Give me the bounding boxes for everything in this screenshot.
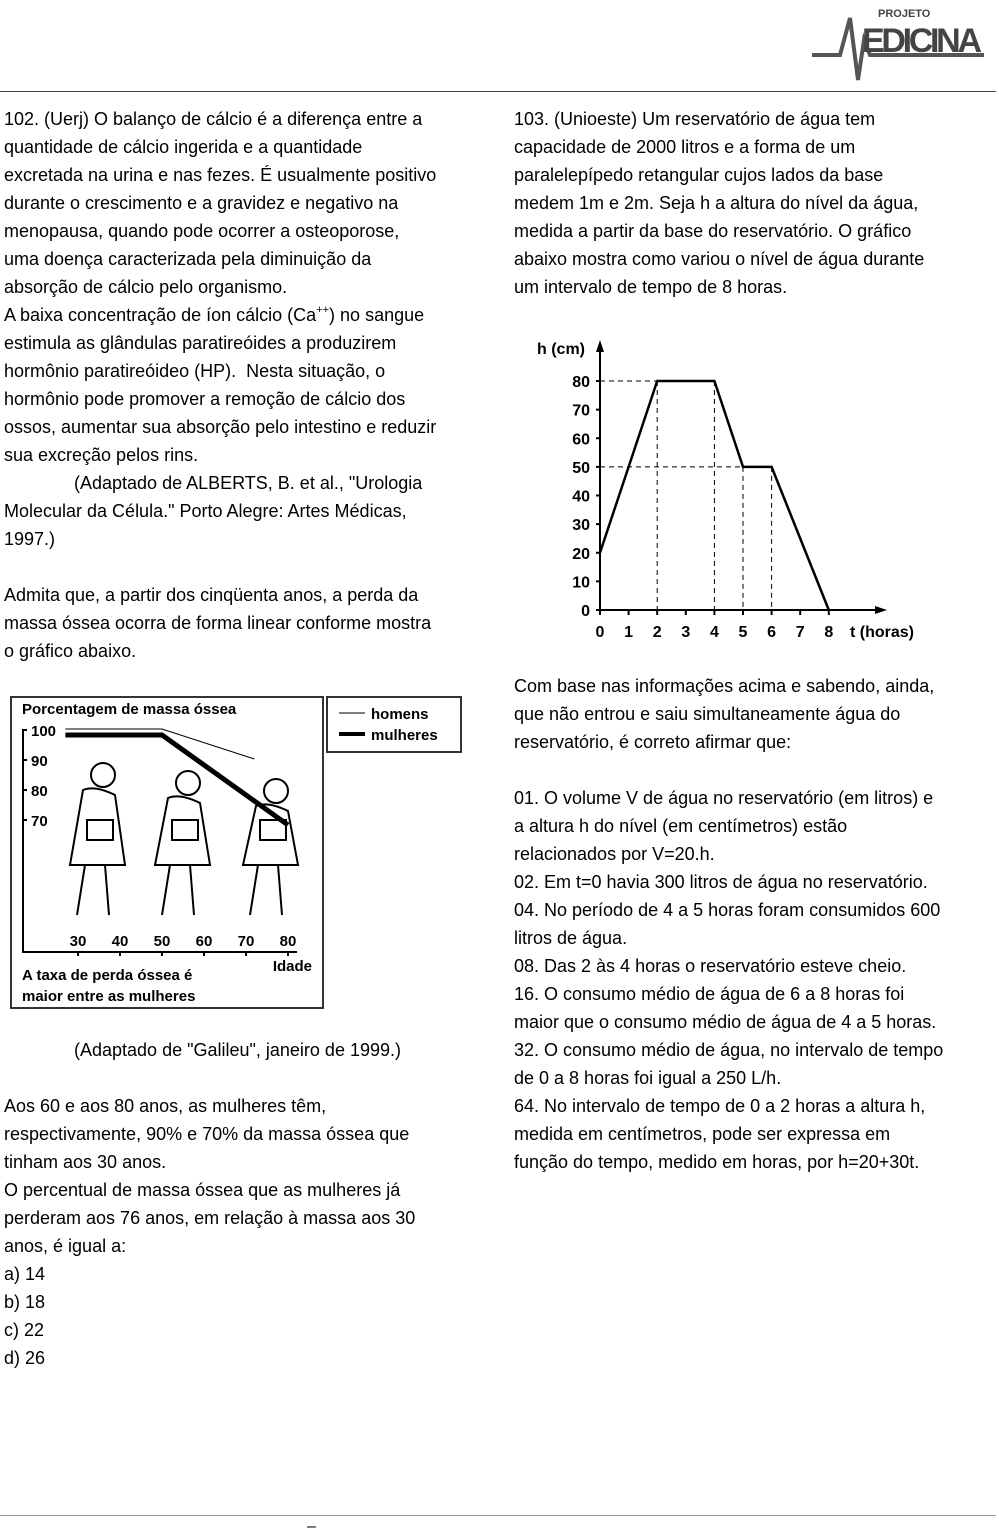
question-102-continued — [4, 1036, 415, 1372]
text-line: abaixo mostra como variou o nível de água durante — [514, 249, 925, 269]
y-tick-label: 60 — [572, 431, 590, 449]
x-tick-label: 3 — [681, 624, 691, 641]
text-line: hormônio pode promover a remoção de cálcio dos — [4, 389, 406, 409]
statement-line: 16. O consumo médio de água de 6 a 8 horas foi — [514, 984, 905, 1004]
statement-line: 32. O consumo médio de água, no intervalo de tempo — [514, 1040, 944, 1060]
y-tick-label: 80 — [572, 374, 590, 391]
footer-divider — [0, 1515, 996, 1516]
x-tick-label: 30 — [69, 933, 87, 950]
y-tick-label: 10 — [572, 574, 590, 592]
y-tick-label: 100 — [31, 723, 57, 740]
x-tick-label: 50 — [153, 933, 171, 950]
text-line: sua excreção pelos rins. — [4, 445, 199, 465]
statement-line: litros de água. — [514, 928, 628, 948]
statement-line: 02. Em t=0 havia 300 litros de água no reservatório. — [514, 872, 928, 892]
legend-label: mulheres — [371, 727, 438, 744]
y-tick-label: 70 — [31, 813, 48, 830]
x-axis-arrow-icon — [875, 606, 887, 614]
text-line: durante o crescimento e a gravidez e negativo na — [4, 193, 399, 213]
y-tick-label: 0 — [581, 603, 590, 620]
text-line: capacidade de 2000 litros e a forma de um — [514, 137, 856, 157]
text-line: excretada na urina e nas fezes. É usualmente positivo — [4, 165, 437, 185]
y-tick-label: 40 — [572, 488, 590, 506]
x-tick-label: 70 — [237, 933, 255, 950]
text-line: estimula as glândulas paratireóides a produzirem — [4, 333, 397, 353]
text-line: respectivamente, 90% e 70% da massa óssea que — [4, 1124, 410, 1144]
text-line: O percentual de massa óssea que as mulheres já — [4, 1180, 401, 1200]
statement-line: a altura h do nível (em centímetros) estão — [514, 816, 848, 836]
figure-caption: (Adaptado de "Galileu", janeiro de 1999.) — [74, 1040, 401, 1060]
header-divider — [0, 91, 996, 92]
chart-note: maior entre as mulheres — [22, 988, 196, 1005]
bone-mass-chart — [0, 690, 470, 1020]
text-line: anos, é igual a: — [4, 1236, 127, 1256]
y-tick-label: 90 — [31, 753, 48, 770]
x-tick-label: 7 — [795, 624, 805, 641]
answer-option-c: c) 22 — [4, 1320, 45, 1340]
woman-figure-icon — [155, 771, 210, 915]
text-fragment: ) no sangue — [329, 305, 425, 325]
answer-option-a: a) 14 — [4, 1264, 46, 1284]
svg-text:EDICINA: EDICINA — [862, 22, 982, 60]
question-102 — [4, 105, 436, 665]
chart-note: A taxa de perda óssea é — [22, 967, 193, 984]
x-tick-label: 6 — [767, 624, 777, 641]
y-tick-label: 30 — [572, 517, 590, 535]
statement-line: 04. No período de 4 a 5 horas foram consumidos 600 — [514, 900, 941, 920]
text-line: massa óssea ocorra de forma linear conforme mostra — [4, 613, 432, 633]
statement-line: relacionados por V=20.h. — [514, 844, 715, 864]
chart-title: Porcentagem de massa óssea — [22, 701, 237, 718]
page-mark: – — [307, 1518, 316, 1535]
woman-figure-icon — [70, 763, 125, 915]
answer-option-d: d) 26 — [4, 1348, 46, 1368]
text-line: absorção de cálcio pelo organismo. — [4, 277, 288, 297]
x-tick-label: 40 — [111, 933, 129, 950]
text-line: ossos, aumentar sua absorção pelo intestino e reduzir — [4, 417, 437, 437]
y-tick-label: 80 — [31, 783, 48, 800]
statement-line: 01. O volume V de água no reservatório (em litros) e — [514, 788, 934, 808]
text-fragment: A baixa concentração de íon cálcio (Ca — [4, 305, 317, 325]
text-line: quantidade de cálcio ingerida e a quantidade — [4, 137, 363, 157]
source-citation: 1997.) — [4, 529, 56, 549]
source-citation: (Adaptado de ALBERTS, B. et al., "Urologia — [74, 473, 423, 493]
svg-text:PROJETO: PROJETO — [878, 8, 931, 20]
text-line: paralelepípedo retangular cujos lados da base — [514, 165, 884, 185]
y-tick-label: 70 — [572, 402, 590, 420]
text-line: um intervalo de tempo de 8 horas. — [514, 277, 788, 297]
x-tick-label: 60 — [195, 933, 213, 950]
question-103 — [514, 105, 924, 301]
text-line: reservatório, é correto afirmar que: — [514, 732, 792, 752]
x-tick-label: 8 — [824, 624, 834, 641]
x-tick-label: 4 — [709, 624, 719, 641]
text-line: 103. (Unioeste) Um reservatório de água tem — [514, 109, 876, 129]
text-line: Aos 60 e aos 80 anos, as mulheres têm, — [4, 1096, 327, 1116]
y-axis-label: h (cm) — [537, 341, 585, 358]
legend-label: homens — [371, 706, 429, 723]
text-line: medida a partir da base do reservatório. O gráfico — [514, 221, 912, 241]
x-tick-label: 5 — [738, 624, 748, 641]
question-103-continued — [514, 672, 943, 1176]
projeto-medicina-logo — [812, 0, 992, 86]
x-tick-label: 0 — [595, 624, 605, 641]
text-line: Com base nas informações acima e sabendo, ainda, — [514, 676, 935, 696]
y-axis-arrow-icon — [596, 340, 604, 352]
text-line: tinham aos 30 anos. — [4, 1152, 167, 1172]
statement-line: função do tempo, medido em horas, por h=20+30t. — [514, 1152, 920, 1172]
text-line: 102. (Uerj) O balanço de cálcio é a diferença entre a — [4, 109, 423, 129]
blank-line — [4, 553, 436, 581]
text-line: uma doença caracterizada pela diminuição da — [4, 249, 372, 269]
water-level-chart — [520, 330, 940, 650]
x-axis-label: Idade — [272, 958, 312, 975]
y-tick-label: 20 — [572, 545, 590, 563]
answer-option-b: b) 18 — [4, 1292, 46, 1312]
statement-line: 64. No intervalo de tempo de 0 a 2 horas a altura h, — [514, 1096, 926, 1116]
text-line: perderam aos 76 anos, em relação à massa aos 30 — [4, 1208, 416, 1228]
statement-line: medida em centímetros, pode ser expressa em — [514, 1124, 891, 1144]
blank-line — [514, 756, 943, 784]
y-tick-label: 50 — [572, 459, 590, 477]
statement-line: maior que o consumo médio de água de 4 a 5 horas. — [514, 1012, 937, 1032]
x-axis-label: t (horas) — [850, 624, 914, 641]
text-line: hormônio paratireóideo (HP). Nesta situação, o — [4, 361, 386, 381]
text-line: que não entrou e saiu simultaneamente água do — [514, 704, 901, 724]
text-line: menopausa, quando pode ocorrer a osteoporose, — [4, 221, 400, 241]
statement-line: de 0 a 8 horas foi igual a 250 L/h. — [514, 1068, 782, 1088]
text-line: Admita que, a partir dos cinqüenta anos, a perda da — [4, 585, 419, 605]
text-line — [4, 301, 436, 329]
series-line-h — [600, 381, 829, 610]
text-line: o gráfico abaixo. — [4, 641, 137, 661]
x-tick-label: 80 — [279, 933, 297, 950]
superscript: ++ — [316, 304, 330, 316]
text-line: medem 1m e 2m. Seja h a altura do nível da água, — [514, 193, 919, 213]
source-citation: Molecular da Célula." Porto Alegre: Artes Médicas, — [4, 501, 407, 521]
blank-line — [4, 1064, 415, 1092]
statement-line: 08. Das 2 às 4 horas o reservatório esteve cheio. — [514, 956, 907, 976]
x-tick-label: 1 — [624, 624, 634, 641]
x-tick-label: 2 — [652, 624, 662, 641]
